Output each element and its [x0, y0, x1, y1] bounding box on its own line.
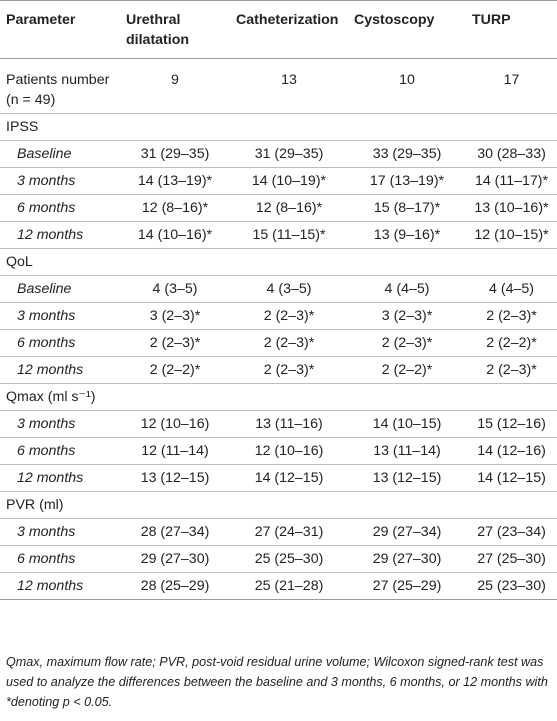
header-turp: TURP [466, 1, 557, 59]
table-cell: 12 (10–16) [120, 411, 230, 438]
table-cell: 12 (10–15)* [466, 222, 557, 249]
table-cell [230, 384, 348, 411]
row-label: 3 months [0, 519, 120, 546]
table-cell: 2 (2–2)* [348, 357, 466, 384]
row-label: 3 months [0, 303, 120, 330]
table-cell: 29 (27–30) [348, 546, 466, 573]
table-cell: 13 [230, 59, 348, 114]
table-cell: 2 (2–3)* [230, 330, 348, 357]
table-cell: 13 (9–16)* [348, 222, 466, 249]
table-cell: 27 (23–34) [466, 519, 557, 546]
table-cell: 2 (2–3)* [230, 303, 348, 330]
table-cell: 15 (8–17)* [348, 195, 466, 222]
row-label: Baseline [0, 141, 120, 168]
table-cell: 27 (25–30) [466, 546, 557, 573]
table-cell: 3 (2–3)* [348, 303, 466, 330]
table-cell [466, 249, 557, 276]
table-row [0, 384, 557, 411]
table-cell [348, 114, 466, 141]
table-cell: 4 (3–5) [230, 276, 348, 303]
table-cell [230, 492, 348, 519]
table-cell: 2 (2–3)* [230, 357, 348, 384]
table-cell: 29 (27–30) [120, 546, 230, 573]
table-cell: 13 (11–14) [348, 438, 466, 465]
row-label: 12 months [0, 357, 120, 384]
table-cell: 2 (2–3)* [466, 303, 557, 330]
row-label: 3 months [0, 168, 120, 195]
table-cell: 2 (2–3)* [120, 330, 230, 357]
table-header [0, 1, 557, 59]
table-cell: 14 (13–19)* [120, 168, 230, 195]
table-row [0, 114, 557, 141]
table-cell: 17 (13–19)* [348, 168, 466, 195]
table-cell: 14 (12–15) [230, 465, 348, 492]
table-cell: 14 (10–19)* [230, 168, 348, 195]
table-row [0, 492, 557, 519]
header-parameter: Parameter [0, 1, 120, 59]
table-cell: 33 (29–35) [348, 141, 466, 168]
table-row [0, 195, 557, 222]
table-row [0, 249, 557, 276]
row-label: IPSS [0, 114, 120, 141]
table-cell [120, 249, 230, 276]
table-row [0, 59, 557, 114]
table-body [0, 59, 557, 600]
row-label: 3 months [0, 411, 120, 438]
row-label: Baseline [0, 276, 120, 303]
table-cell [466, 114, 557, 141]
table-row [0, 357, 557, 384]
table-cell: 4 (4–5) [466, 276, 557, 303]
table-cell: 15 (11–15)* [230, 222, 348, 249]
table-footnote: Qmax, maximum flow rate; PVR, post-void residual urine volume; Wilcoxon signed-rank test was used to analyze the differences between the baseline and 3 months, 6 months, or 12 months with *denoting p < 0.05. [6, 655, 548, 709]
table-cell: 31 (29–35) [230, 141, 348, 168]
table-cell: 15 (12–16) [466, 411, 557, 438]
table-row [0, 168, 557, 195]
table-cell: 14 (12–16) [466, 438, 557, 465]
row-label: 12 months [0, 573, 120, 600]
table-row [0, 519, 557, 546]
table-cell: 14 (12–15) [466, 465, 557, 492]
table-cell [230, 249, 348, 276]
table-cell: 28 (27–34) [120, 519, 230, 546]
table-cell: 14 (11–17)* [466, 168, 557, 195]
table-cell: 27 (25–29) [348, 573, 466, 600]
row-label: 6 months [0, 546, 120, 573]
table-row [0, 141, 557, 168]
table-cell: 27 (24–31) [230, 519, 348, 546]
table-cell [120, 384, 230, 411]
table-cell: 31 (29–35) [120, 141, 230, 168]
table-cell: 10 [348, 59, 466, 114]
row-label: 12 months [0, 222, 120, 249]
table-cell: 25 (25–30) [230, 546, 348, 573]
row-label: Patients number (n = 49) [0, 59, 120, 114]
table-cell: 2 (2–3)* [348, 330, 466, 357]
table-cell: 28 (25–29) [120, 573, 230, 600]
header-row [0, 1, 557, 59]
table-cell: 25 (23–30) [466, 573, 557, 600]
table-cell: 30 (28–33) [466, 141, 557, 168]
table-cell: 2 (2–3)* [466, 357, 557, 384]
table-row [0, 411, 557, 438]
table-cell: 25 (21–28) [230, 573, 348, 600]
table-row [0, 546, 557, 573]
table-cell: 14 (10–15) [348, 411, 466, 438]
table-cell: 3 (2–3)* [120, 303, 230, 330]
table-cell [120, 114, 230, 141]
header-cystoscopy: Cystoscopy [348, 1, 466, 59]
row-label: QoL [0, 249, 120, 276]
table-cell: 14 (10–16)* [120, 222, 230, 249]
table-cell [348, 249, 466, 276]
row-label: Qmax (ml s⁻¹) [0, 384, 120, 411]
row-label: 6 months [0, 330, 120, 357]
row-label: 6 months [0, 195, 120, 222]
table-cell [230, 114, 348, 141]
row-label: 12 months [0, 465, 120, 492]
table-cell: 9 [120, 59, 230, 114]
table-cell: 2 (2–2)* [120, 357, 230, 384]
table-cell: 12 (8–16)* [230, 195, 348, 222]
table-row [0, 573, 557, 600]
table-cell: 17 [466, 59, 557, 114]
table-cell [466, 492, 557, 519]
header-urethral-dilatation: Urethral dilatation [120, 1, 230, 59]
table-cell [120, 492, 230, 519]
table-cell: 13 (11–16) [230, 411, 348, 438]
table-cell: 4 (3–5) [120, 276, 230, 303]
table-cell: 13 (12–15) [348, 465, 466, 492]
row-label: 6 months [0, 438, 120, 465]
table-row [0, 330, 557, 357]
table-cell: 12 (8–16)* [120, 195, 230, 222]
table-row [0, 465, 557, 492]
table-cell: 29 (27–34) [348, 519, 466, 546]
table-cell: 13 (12–15) [120, 465, 230, 492]
table-row [0, 303, 557, 330]
table-cell: 13 (10–16)* [466, 195, 557, 222]
table-row [0, 276, 557, 303]
table-cell [466, 384, 557, 411]
header-catheterization: Catheterization [230, 1, 348, 59]
table-cell: 4 (4–5) [348, 276, 466, 303]
table-row [0, 222, 557, 249]
row-label: PVR (ml) [0, 492, 120, 519]
table-row [0, 438, 557, 465]
table-cell: 12 (10–16) [230, 438, 348, 465]
table-cell [348, 492, 466, 519]
table-cell: 2 (2–2)* [466, 330, 557, 357]
table-cell [348, 384, 466, 411]
table-cell: 12 (11–14) [120, 438, 230, 465]
